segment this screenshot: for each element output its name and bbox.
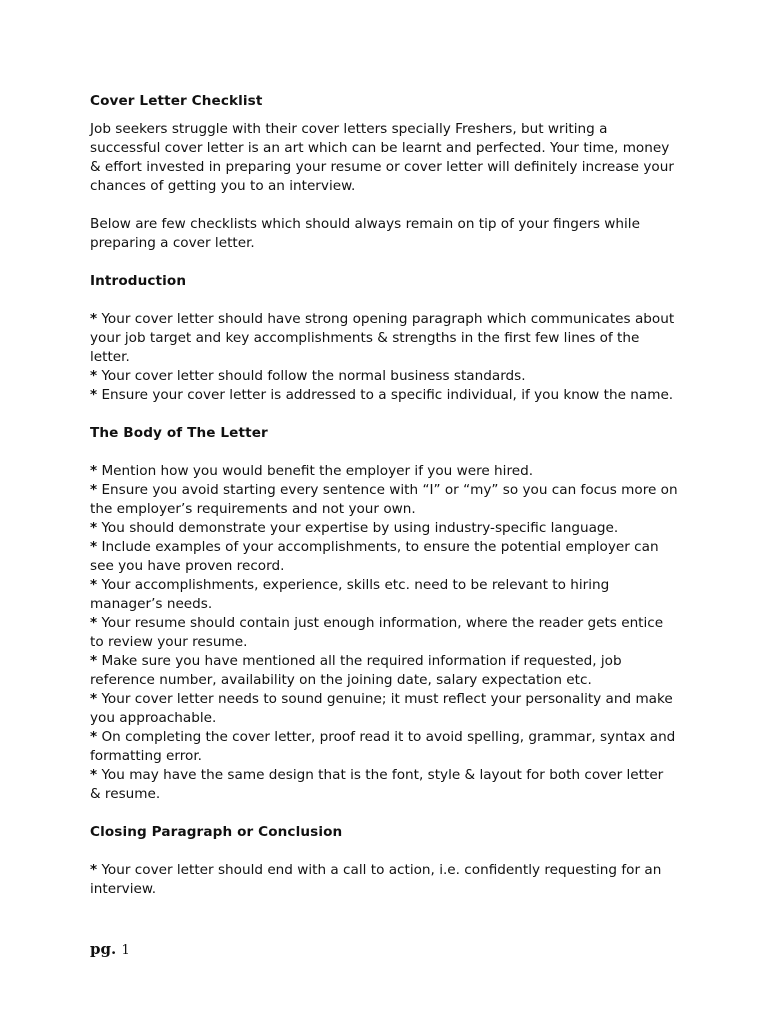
- bullet-marker: *: [90, 387, 98, 403]
- section-closing: [90, 823, 678, 899]
- list-item: [90, 728, 678, 766]
- list-item-text: You should demonstrate your expertise by using industry-specific language.: [101, 520, 619, 536]
- bullet-marker: *: [90, 482, 98, 498]
- bullet-list: [90, 310, 678, 405]
- document-page: [90, 92, 678, 899]
- bullet-marker: *: [90, 463, 98, 479]
- list-item-text: You may have the same design that is the font, style & layout for both cover letter & resume.: [90, 767, 664, 802]
- list-item-text: Your accomplishments, experience, skills etc. need to be relevant to hiring manager’s needs.: [90, 577, 610, 612]
- list-item: [90, 538, 678, 576]
- list-item-text: Your cover letter needs to sound genuine; it must reflect your personality and make you approachable.: [90, 691, 673, 726]
- bullet-marker: *: [90, 311, 98, 327]
- bullet-marker: *: [90, 653, 98, 669]
- section-heading: Introduction: [90, 273, 187, 289]
- intro-paragraph: Below are few checklists which should always remain on tip of your fingers while preparing a cover letter.: [90, 216, 640, 251]
- bullet-marker: *: [90, 539, 98, 555]
- list-item-text: Mention how you would benefit the employer if you were hired.: [101, 463, 534, 479]
- list-item-text: Your cover letter should follow the normal business standards.: [101, 368, 526, 384]
- list-item-text: Your cover letter should end with a call to action, i.e. confidently requesting for an interview.: [90, 862, 662, 897]
- list-item-text: On completing the cover letter, proof read it to avoid spelling, grammar, syntax and formatting error.: [90, 729, 676, 764]
- list-item-text: Include examples of your accomplishments, to ensure the potential employer can see you have proven record.: [90, 539, 659, 574]
- list-item: [90, 462, 678, 481]
- bullet-marker: *: [90, 862, 98, 878]
- page-number-label: pg.: [90, 940, 117, 958]
- bullet-marker: *: [90, 520, 98, 536]
- document-title: Cover Letter Checklist: [90, 93, 263, 109]
- list-item: [90, 481, 678, 519]
- list-item-text: Ensure your cover letter is addressed to a specific individual, if you know the name.: [101, 387, 674, 403]
- list-item: [90, 766, 678, 804]
- list-item: [90, 690, 678, 728]
- list-item: [90, 386, 678, 405]
- section-heading: The Body of The Letter: [90, 425, 268, 441]
- list-item-text: Ensure you avoid starting every sentence with “I” or “my” so you can focus more on the employer’s requirements and not your own.: [90, 482, 678, 517]
- bullet-marker: *: [90, 767, 98, 783]
- list-item: [90, 310, 678, 367]
- list-item-text: Your resume should contain just enough information, where the reader gets entice to review your resume.: [90, 615, 664, 650]
- bullet-marker: *: [90, 615, 98, 631]
- list-item: [90, 614, 678, 652]
- bullet-list: [90, 861, 678, 899]
- list-item: [90, 576, 678, 614]
- bullet-marker: *: [90, 729, 98, 745]
- bullet-marker: *: [90, 691, 98, 707]
- bullet-list: [90, 462, 678, 804]
- section-introduction: [90, 272, 678, 405]
- list-item: [90, 861, 678, 899]
- list-item-text: Your cover letter should have strong opening paragraph which communicates about your job target and key accomplishments & strengths in the first few lines of the letter.: [90, 311, 675, 365]
- list-item: [90, 367, 678, 386]
- list-item: [90, 519, 678, 538]
- section-heading: Closing Paragraph or Conclusion: [90, 824, 343, 840]
- page-number-value: 1: [121, 943, 130, 958]
- intro-paragraph: Job seekers struggle with their cover letters specially Freshers, but writing a successful cover letter is an art which can be learnt and perfected. Your time, money & effort invested in preparing your resume or cover letter will definitely increase your chances of getting you to an interview.: [90, 121, 674, 194]
- bullet-marker: *: [90, 368, 98, 384]
- page-number: [90, 940, 130, 958]
- section-body-of-letter: [90, 424, 678, 804]
- bullet-marker: *: [90, 577, 98, 593]
- list-item-text: Make sure you have mentioned all the required information if requested, job reference number, availability on the joining date, salary expectation etc.: [90, 653, 622, 688]
- list-item: [90, 652, 678, 690]
